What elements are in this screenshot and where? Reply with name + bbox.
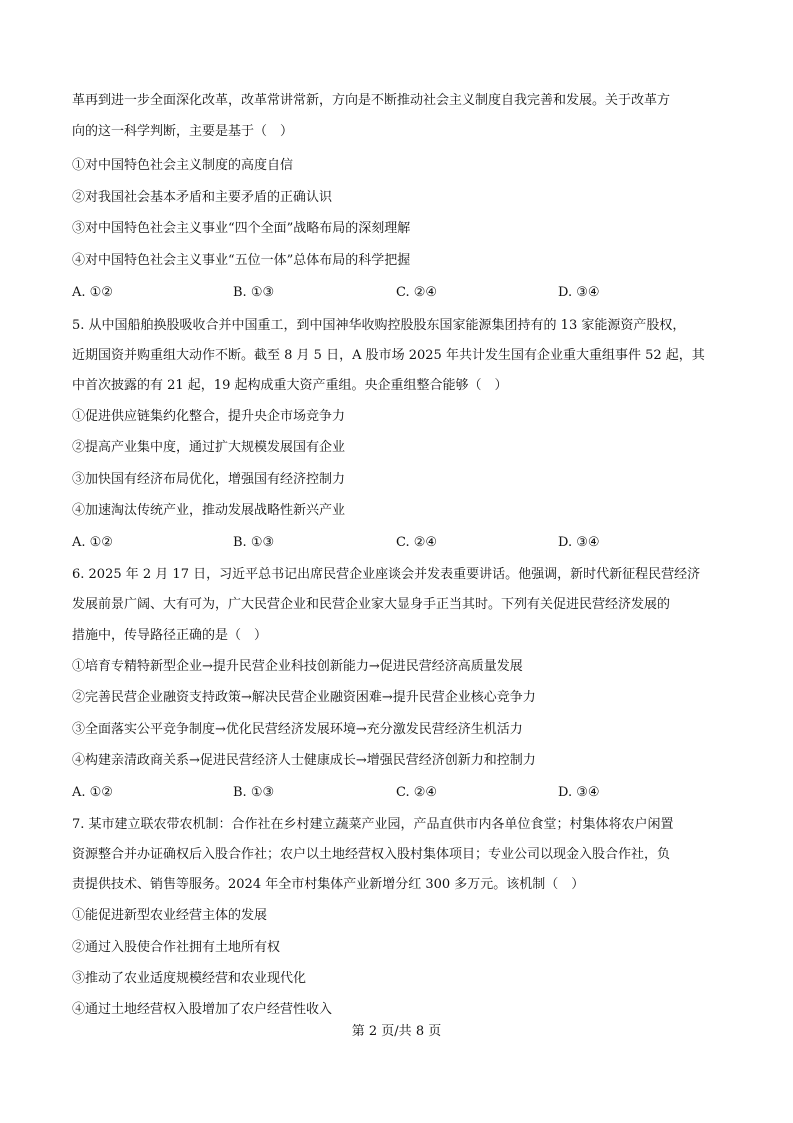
- q6-statement-2: ②完善民营企业融资支持政策→解决民营企业融资困难→提升民营企业核心竞争力: [72, 690, 536, 705]
- q6-option-c: C. ②④: [396, 785, 438, 800]
- q5-option-b: B. ①③: [233, 535, 275, 550]
- q6-stem-line-1: 6. 2025 年 2 月 17 日，习近平总书记出席民营企业座谈会并发表重要讲话。他强调，新时代新征程民营经济: [72, 567, 701, 582]
- q5-statement-4: ④加速淘汰传统产业，推动发展战略性新兴产业: [72, 503, 346, 518]
- q7-statement-4: ④通过土地经营权入股增加了农户经营性收入: [72, 1002, 333, 1017]
- q7-statement-1: ①能促进新型农业经营主体的发展: [72, 908, 268, 923]
- q4-option-c: C. ②④: [396, 285, 438, 300]
- q6-option-a: A. ①②: [72, 785, 113, 800]
- q4-stem-line-2: 向的这一科学判断，主要是基于（ ）: [72, 124, 294, 139]
- q4-statement-2: ②对我国社会基本矛盾和主要矛盾的正确认识: [72, 190, 333, 205]
- q5-option-d: D. ③④: [558, 535, 600, 550]
- q4-option-d: D. ③④: [558, 285, 600, 300]
- q4-option-b: B. ①③: [233, 285, 275, 300]
- q5-statement-2: ②提高产业集中度，通过扩大规模发展国有企业: [72, 440, 346, 455]
- q6-statement-4: ④构建亲清政商关系→促进民营经济人士健康成长→增强民营经济创新力和控制力: [72, 753, 536, 768]
- q6-stem-line-3: 措施中，传导路径正确的是（ ）: [72, 628, 268, 643]
- q5-option-c: C. ②④: [396, 535, 438, 550]
- q7-stem-line-1: 7. 某市建立联农带农机制：合作社在乡村建立蔬菜产业园，产品直供市内各单位食堂；村集体将农户闲置: [72, 817, 674, 832]
- q7-stem-line-3: 责提供技术、销售等服务。2024 年全市村集体产业新增分红 300 多万元。该机制（ ）: [72, 877, 585, 892]
- q5-stem-line-1: 5. 从中国船舶换股吸收合并中国重工，到中国神华收购控股股东国家能源集团持有的 13 家能源资产股权，: [72, 318, 686, 333]
- q4-statement-4: ④对中国特色社会主义事业“五位一体”总体布局的科学把握: [72, 253, 411, 268]
- q7-statement-3: ③推动了农业适度规模经营和农业现代化: [72, 971, 307, 986]
- q4-statement-1: ①对中国特色社会主义制度的高度自信: [72, 158, 294, 173]
- q5-statement-3: ③加快国有经济布局优化，增强国有经济控制力: [72, 472, 346, 487]
- q6-option-d: D. ③④: [558, 785, 600, 800]
- q6-stem-line-2: 发展前景广阔、大有可为，广大民营企业和民营企业家大显身手正当其时。下列有关促进民营经济发展的: [72, 597, 671, 612]
- q4-statement-3: ③对中国特色社会主义事业“四个全面”战略布局的深刻理解: [72, 221, 411, 236]
- q5-stem-line-3: 中首次披露的有 21 起，19 起构成重大资产重组。央企重组整合能够（ ）: [72, 378, 508, 393]
- q5-option-a: A. ①②: [72, 535, 113, 550]
- q7-statement-2: ②通过入股使合作社拥有土地所有权: [72, 940, 281, 955]
- page-number-footer: 第 2 页/共 8 页: [351, 1024, 442, 1039]
- q7-stem-line-2: 资源整合并办证确权后入股合作社；农户以土地经营权入股村集体项目；专业公司以现金入股合作社，负: [72, 847, 671, 862]
- q6-statement-3: ③全面落实公平竞争制度→优化民营经济发展环境→充分激发民营经济生机活力: [72, 722, 523, 737]
- q4-stem-line-1: 革再到进一步全面深化改革，改革常讲常新，方向是不断推动社会主义制度自我完善和发展。关于改革方: [72, 93, 671, 108]
- q6-statement-1: ①培育专精特新型企业→提升民营企业科技创新能力→促进民营经济高质量发展: [72, 659, 523, 674]
- q6-option-b: B. ①③: [233, 785, 275, 800]
- q4-option-a: A. ①②: [72, 285, 113, 300]
- q5-statement-1: ①促进供应链集约化整合，提升央企市场竞争力: [72, 409, 346, 424]
- q5-stem-line-2: 近期国资并购重组大动作不断。截至 8 月 5 日，A 股市场 2025 年共计发生国有企业重大重组事件 52 起，其: [72, 348, 705, 363]
